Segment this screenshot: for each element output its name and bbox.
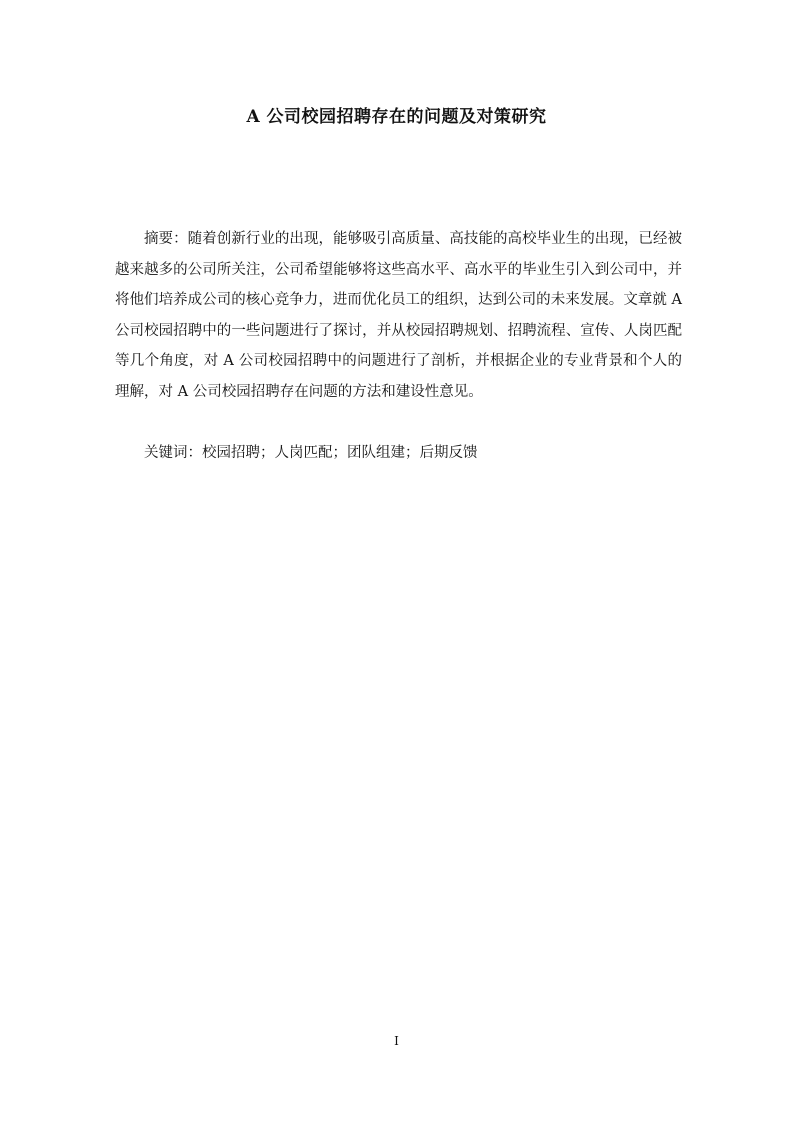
- keywords-label: 关键词：: [144, 445, 202, 461]
- abstract-label: 摘要：: [144, 231, 188, 247]
- document-title: A 公司校园招聘存在的问题及对策研究: [246, 107, 547, 127]
- abstract-paragraph: [115, 224, 682, 407]
- page-number: I: [394, 1034, 399, 1048]
- keywords-paragraph: [115, 438, 682, 468]
- keywords-text: 校园招聘；人岗匹配；团队组建；后期反馈: [202, 445, 478, 461]
- abstract-text: 随着创新行业的出现，能够吸引高质量、高技能的高校毕业生的出现，已经被越来越多的公司所关注，公司希望能够将这些高水平、高水平的毕业生引入到公司中，并将他们培养成公司的核心竞争力，进而优化员工的组织，达到公司的未来发展。文章就 A 公司校园招聘中的一些问题进行了探讨，并从校园招聘规划、招聘流程、宣传、人岗匹配等几个角度，对 A 公司校园招聘中的问题进行了剖析，并根据企业的专业背景和个人的理解，对 A 公司校园招聘存在问题的方法和建设性意见。: [115, 231, 682, 400]
